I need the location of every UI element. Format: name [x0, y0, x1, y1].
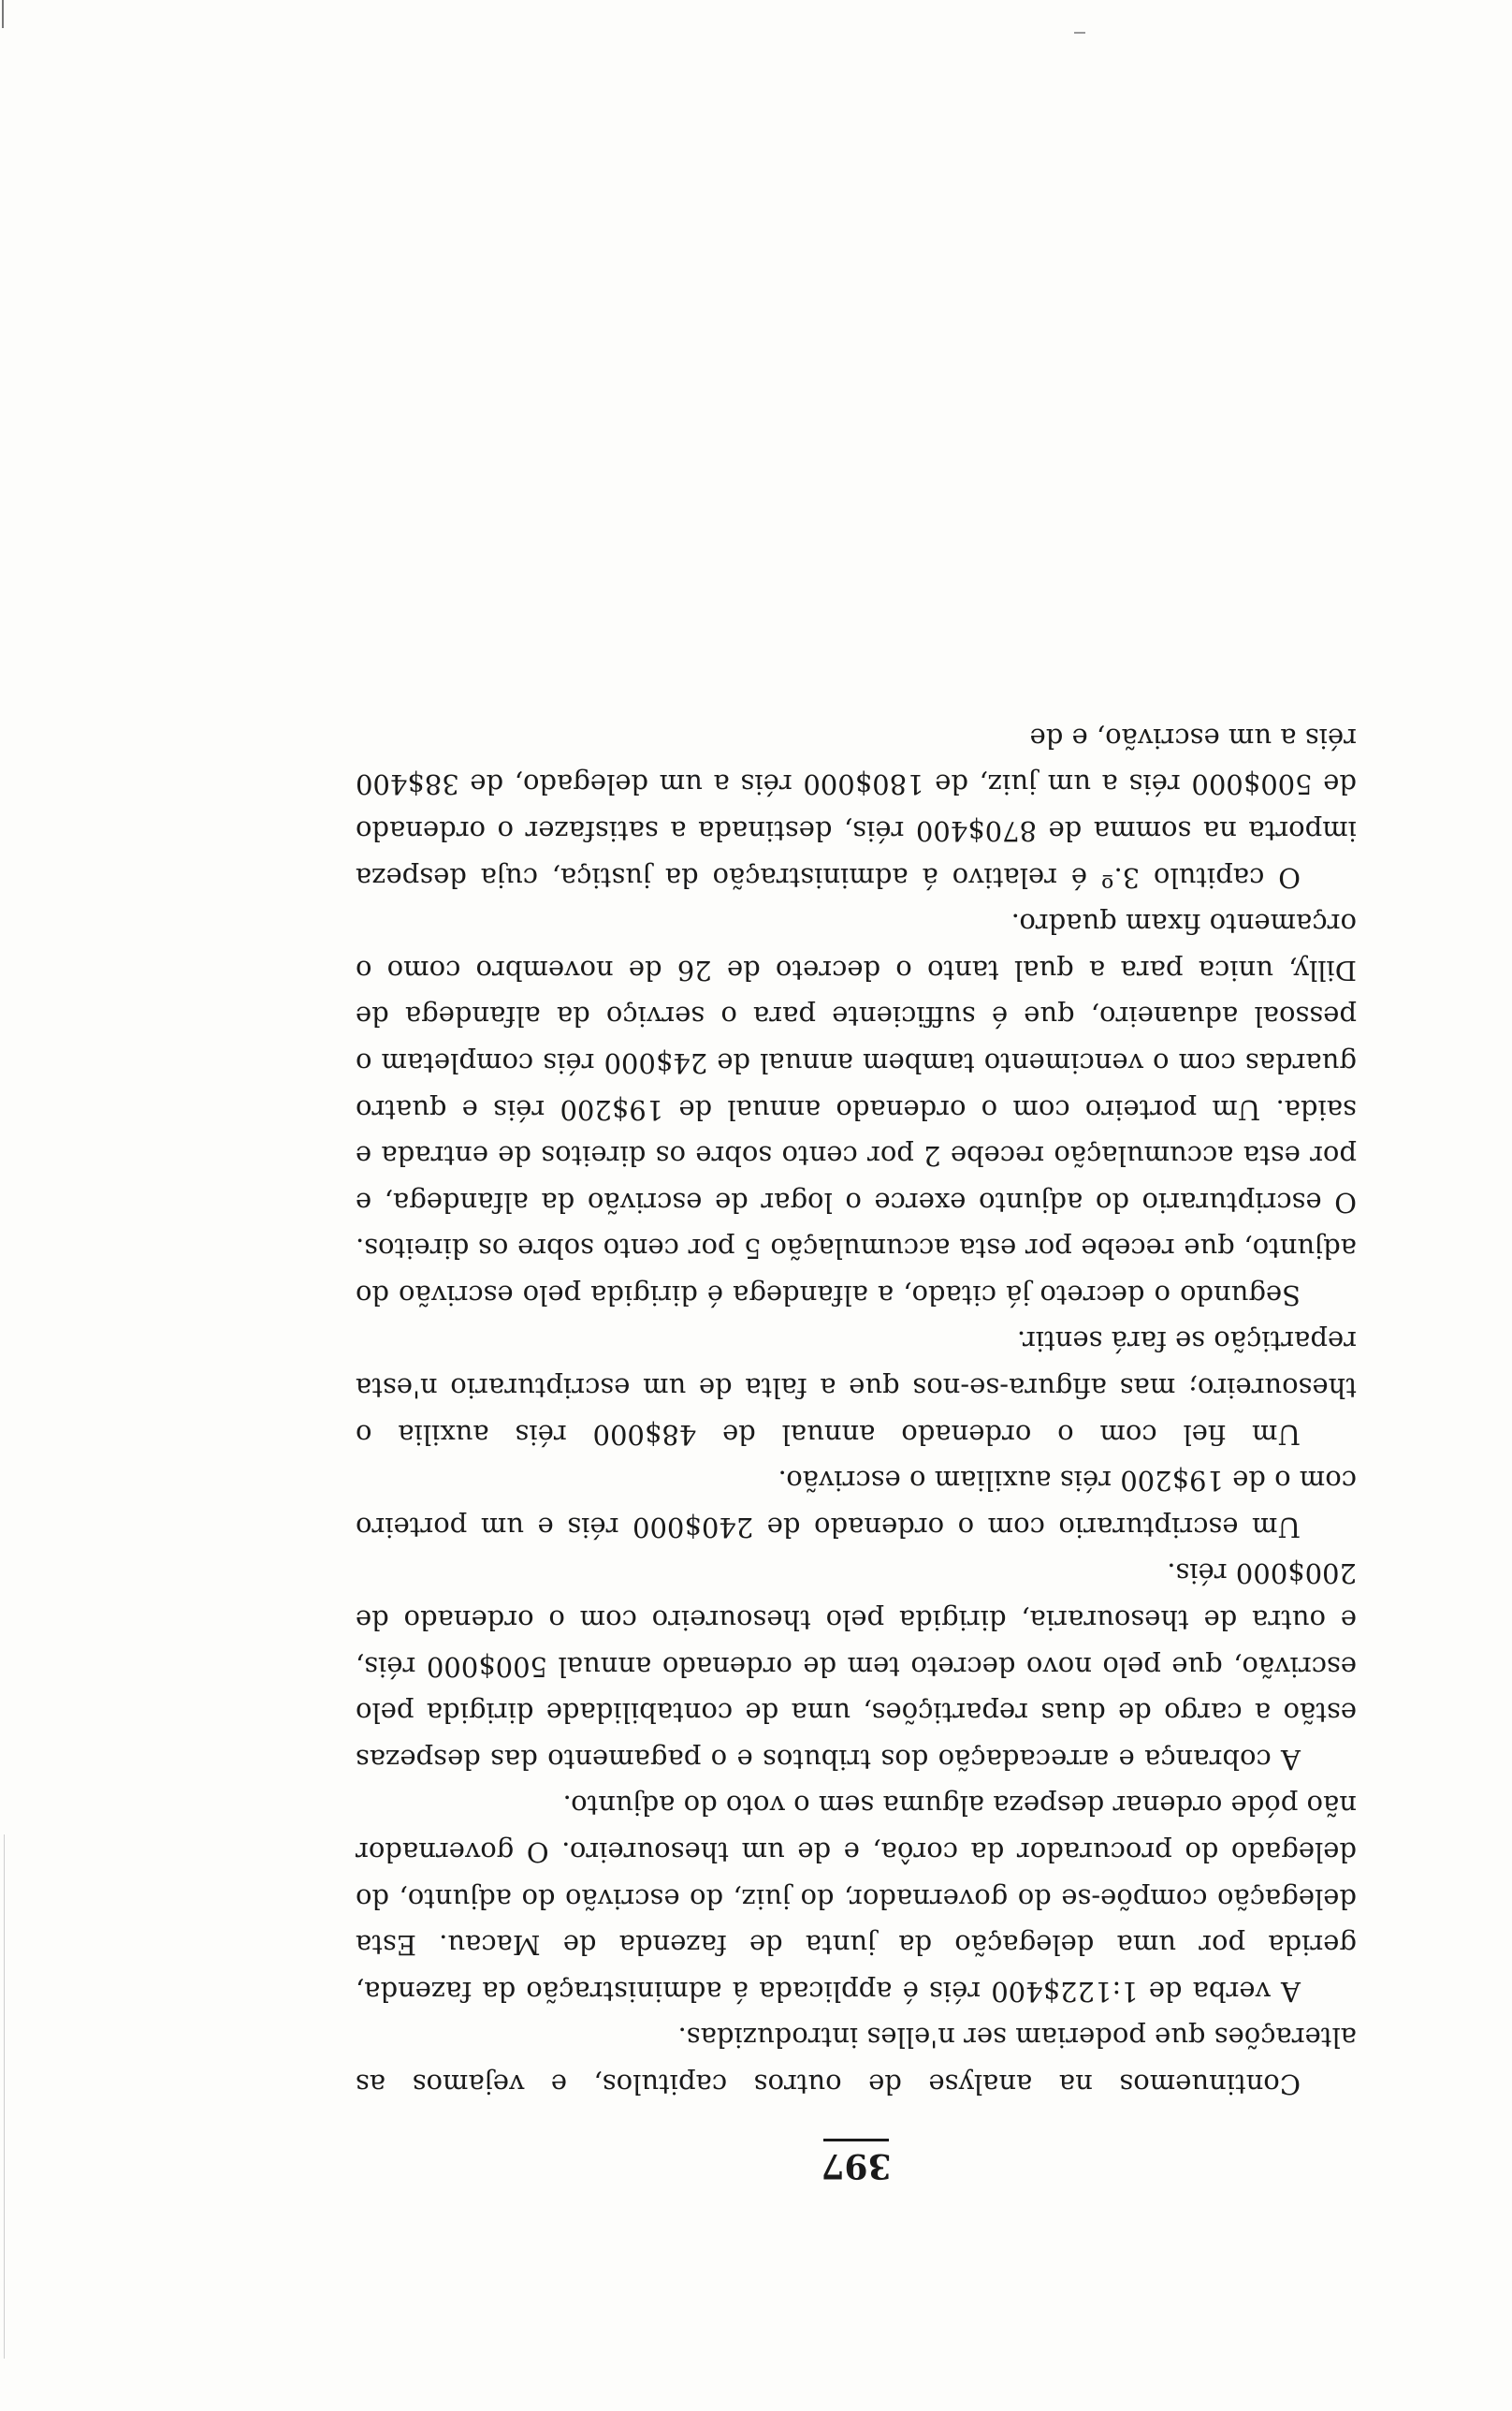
scan-edge-mark — [2, 0, 4, 28]
scan-speck — [1074, 32, 1085, 34]
scan-edge-shadow — [4, 1834, 5, 2359]
page-number-rule — [823, 2139, 889, 2141]
paragraph-1: Continuemos na analyse de outros capitulos, e vejamos as alterações que poderiam ser n'elles introduzidas. — [356, 2022, 1357, 2100]
paragraph-2: A verba de 1:122$400 réis é applicada á administração da fazenda, gerida por uma delegação da junta de fazenda de Macau. Esta delegação compõe-se do governador, do juiz, do escrivão do adjunto, do delegado do procurador da corôa, e de um thesoureiro. O governador não póde ordenar despeza alguma sem o voto do adjunto. — [356, 1790, 1357, 2008]
paragraph-5: Um fiel com o ordenado annual de 48$000 réis auxilia o thesoureiro; mas afigura-se-nos que a falta de um escripturario n'esta repartição se fará sentir. — [356, 1325, 1357, 1451]
rotated-text-block — [356, 337, 1357, 2190]
page-number: 397 — [821, 2146, 892, 2185]
paragraph-6: Segundo o decreto já citado, a alfandega é dirigida pelo escrivão do adjunto, que recebe por esta accumulação 5 por cento sobre os direitos. O escripturario do adjunto exerce o logar de escrivão da alfandega, e por esta accumulação recebe 2 por cento sobre os direitos de entrada e saida. Um porteiro com o ordenado annual de 19$200 réis e quatro guardas com o vencimento tambem annual de 24$000 réis completam o pessoal aduaneiro, que é sufficiente para o serviço da alfandega de Dilly, unica para a qual tanto o decreto de 26 de novembro como o orçamento fixam quadro. — [356, 908, 1357, 1311]
paragraph-4: Um escripturario com o ordenado de 240$000 réis e um porteiro com o de 19$200 réis auxiliam o escrivão. — [356, 1465, 1357, 1543]
paragraph-3: A cobrança e arrecadação dos tributos e o pagamento das despezas estão a cargo de duas repartições, uma de contabilidade dirigida pelo escrivão, que pelo novo decreto tem de ordenado annual 500$000 réis, e outra de thesouraria, dirigida pelo thesoureiro com o ordenado de 200$000 réis. — [356, 1557, 1357, 1775]
paragraph-7: O capitulo 3.º é relativo á administração da justiça, cuja despeza importa na somma de 870$400 réis, destinada a satisfazer o ordenado de 500$000 réis a um juiz, de 180$000 réis a um delegado, de 38$400 réis a um escrivão, e de — [356, 722, 1357, 894]
